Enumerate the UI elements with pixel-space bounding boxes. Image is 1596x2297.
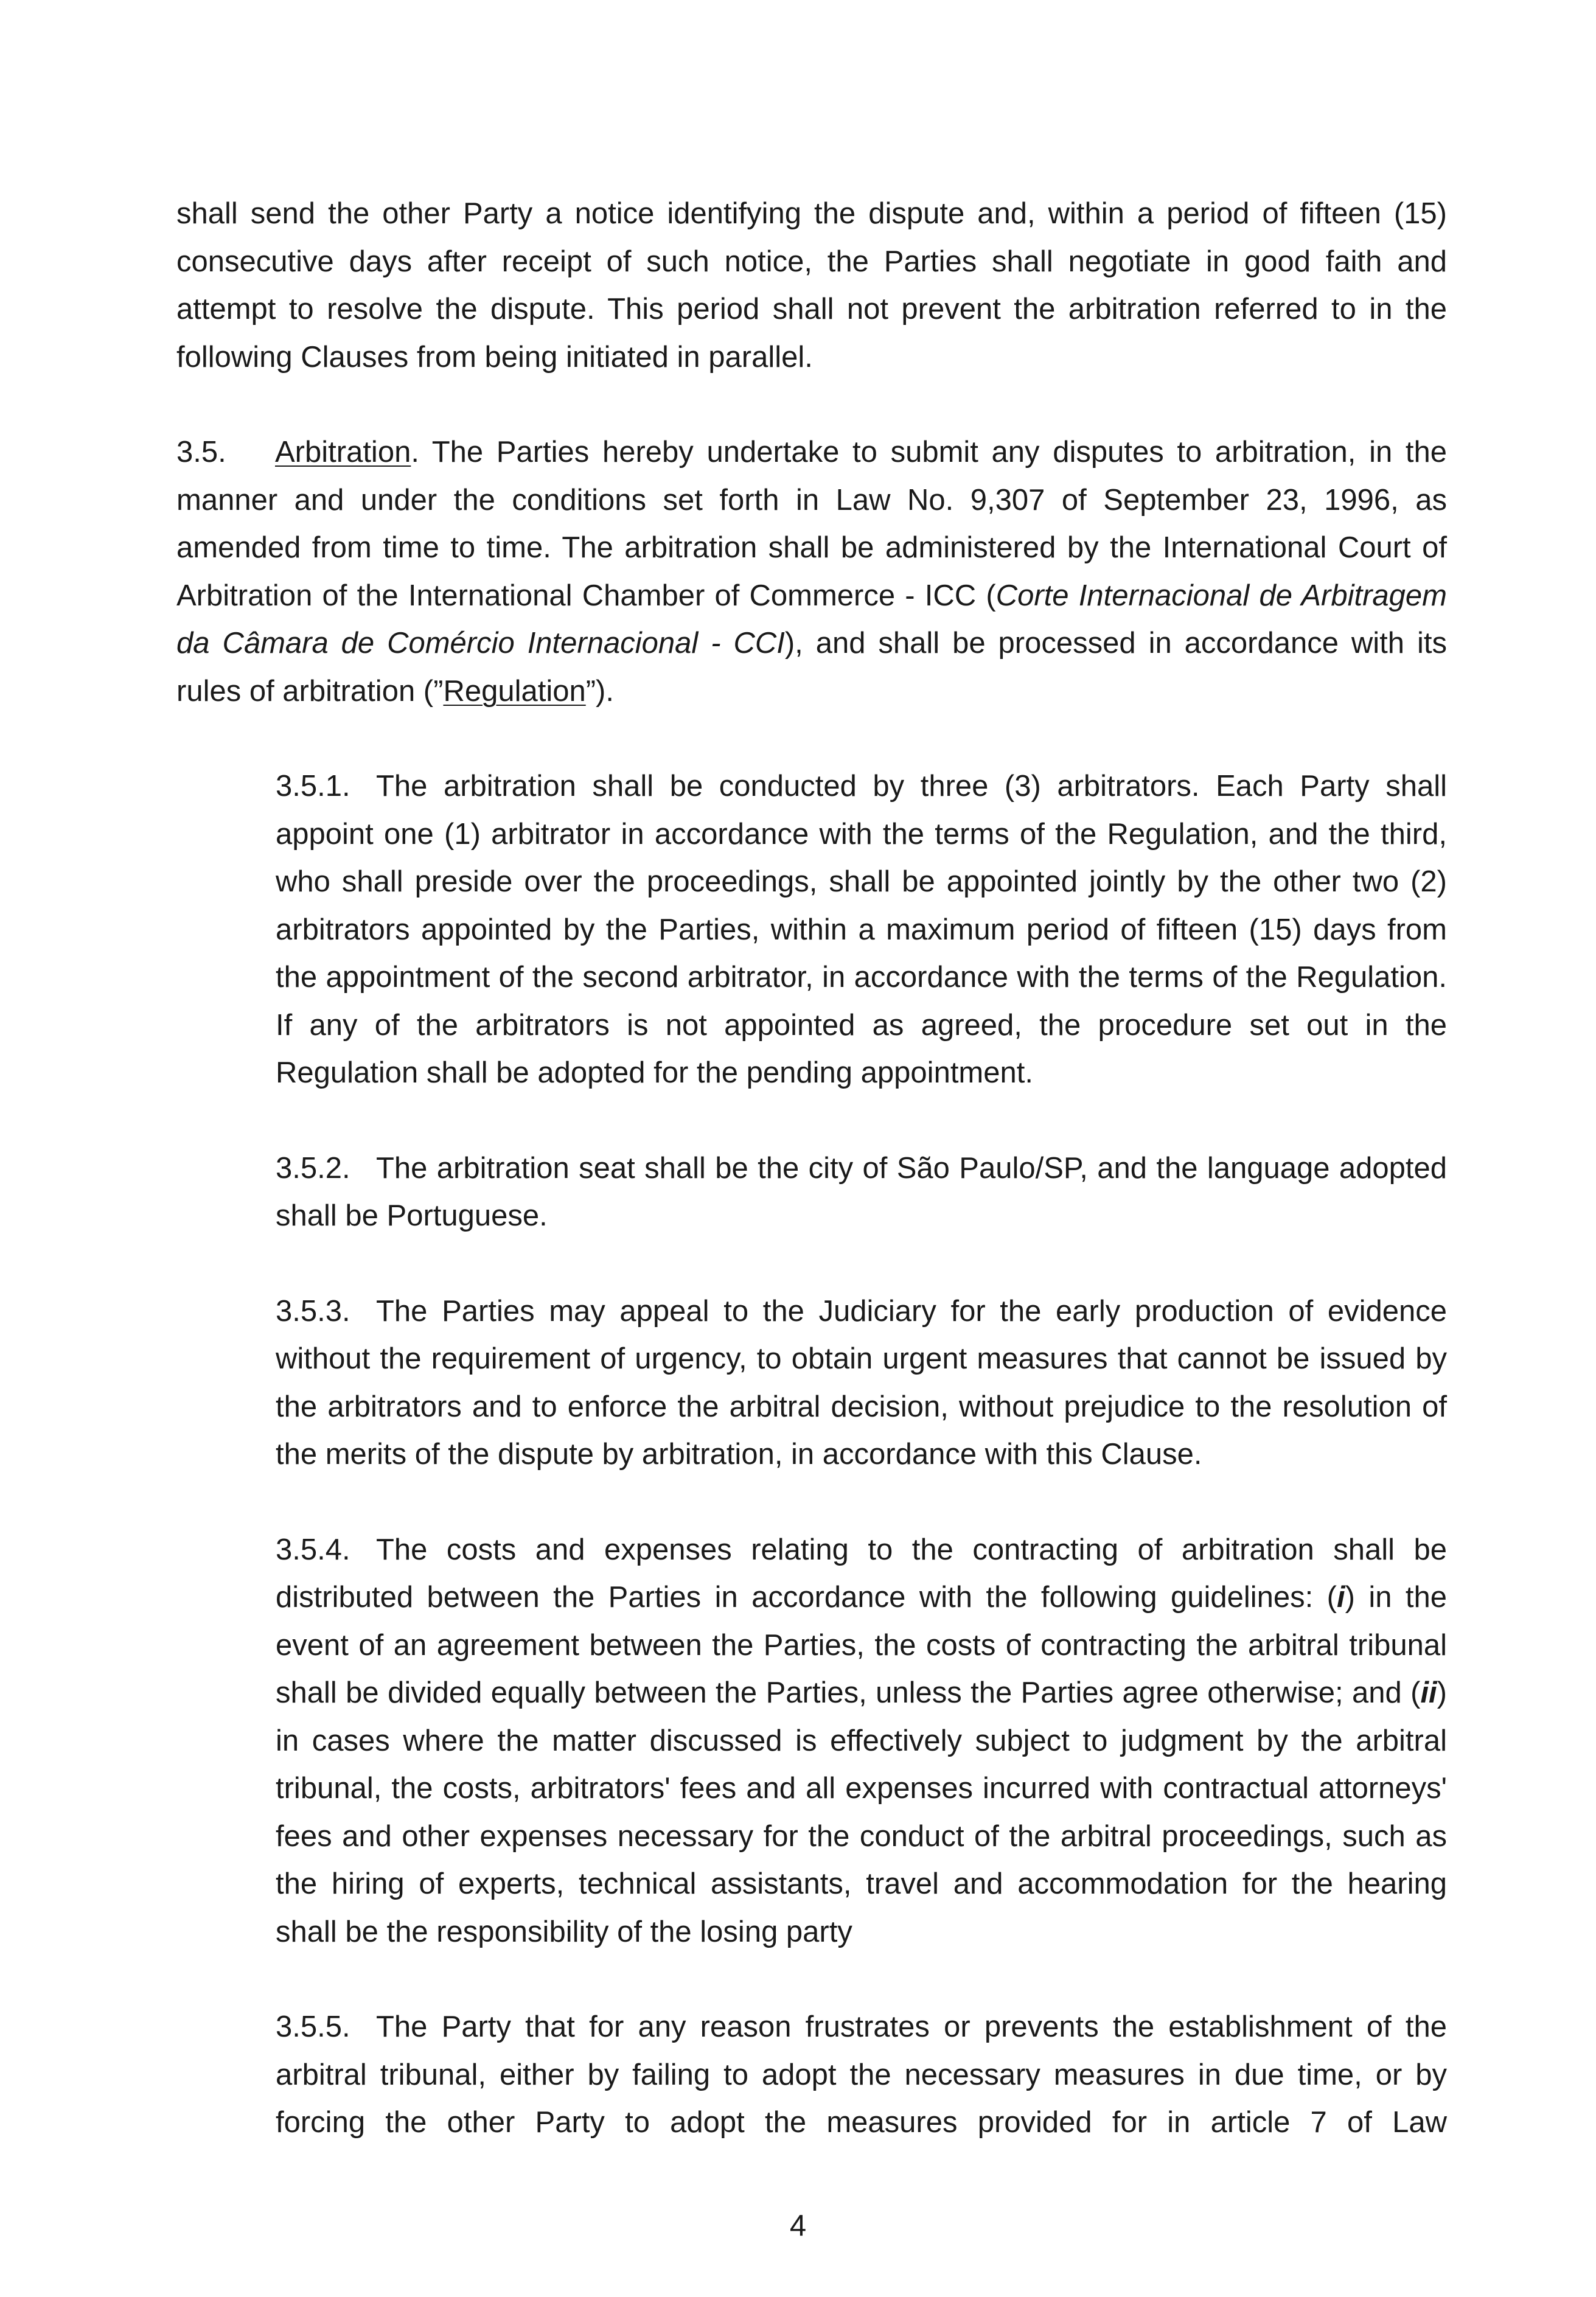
clause-3-5-4-text-2: ) in the event of an agreement between the Parties, the costs of contracting the arbitral tribunal shall be divided equally between the Parties, unless the Parties agree otherwise; and ( — [276, 1581, 1447, 1709]
intro-paragraph — [176, 190, 1447, 381]
clause-3-5-text-3: ”). — [585, 674, 614, 708]
clause-3-5-2 — [276, 1145, 1447, 1240]
clause-3-5-text-1: . The Parties hereby undertake to submit any disputes to arbitration, in the manner and under the conditions set forth in Law No. 9,307 of September 23, 1996, as amended from time to time. The arbitration shall be administered by the International Court of Arbitration of the International Chamber of Commerce - ICC ( — [176, 436, 1447, 612]
clause-3-5-3-text: The Parties may appeal to the Judiciary for the early production of evidence without the requirement of urgency, to obtain urgent measures that cannot be issued by the arbitrators and to enforce the arbitral decision, without prejudice to the resolution of the merits of the dispute by arbitration, in accordance with this Clause. — [276, 1294, 1447, 1471]
clause-3-5-2-number: 3.5.2. — [276, 1151, 350, 1185]
page-number: 4 — [789, 2209, 807, 2242]
clause-3-5-italic-name: Corte Internacional de Arbitragem da Câmara de Comércio Internacional - CCI — [176, 579, 1447, 660]
clause-3-5-3-number: 3.5.3. — [276, 1294, 350, 1328]
clause-3-5-defined-term: Regulation — [443, 674, 586, 708]
clause-3-5-5-number: 3.5.5. — [276, 2010, 350, 2043]
clause-3-5-4-text-1: The costs and expenses relating to the contracting of arbitration shall be distributed between the Parties in accordance with the following guidelines: ( — [276, 1533, 1447, 1614]
clause-3-5-4 — [276, 1526, 1447, 1956]
clause-3-5-5-text: The Party that for any reason frustrates or prevents the establishment of the arbitral tribunal, either by failing to adopt the necessary measures in due time, or by forcing the other Party to adopt the measures provided for in article 7 of Law — [276, 2010, 1447, 2139]
clause-3-5-1 — [276, 762, 1447, 1097]
clause-3-5-4-number: 3.5.4. — [276, 1533, 350, 1566]
clause-3-5-3 — [276, 1288, 1447, 1479]
clause-3-5-4-marker-1: i — [1336, 1581, 1345, 1614]
clause-3-5 — [176, 428, 1447, 715]
clause-3-5-4-text-3: ) in cases where the matter discussed is effectively subject to judgment by the arbitral tribunal, the costs, arbitrators' fees and all expenses incurred with contractual attorneys' fees and other expenses necessary for the conduct of the arbitral proceedings, such as the hiring of experts, technical assistants, travel and accommodation for the hearing shall be the responsibility of the losing party — [276, 1676, 1447, 1948]
clause-3-5-text-2: ), and shall be processed in accordance with its rules of arbitration (” — [176, 627, 1447, 708]
clause-3-5-5 — [276, 2003, 1447, 2147]
clause-3-5-1-number: 3.5.1. — [276, 770, 350, 803]
clause-3-5-number: 3.5. — [176, 436, 226, 469]
intro-paragraph-text: shall send the other Party a notice identifying the dispute and, within a period of fifteen (15) consecutive days after receipt of such notice, the Parties shall negotiate in good faith and attempt to resolve the dispute. This period shall not prevent the arbitration referred to in the following Clauses from being initiated in parallel. — [176, 197, 1447, 374]
page-content — [176, 190, 1447, 2194]
clause-3-5-4-marker-2: ii — [1420, 1676, 1437, 1709]
clause-3-5-heading: Arbitration — [275, 436, 411, 469]
clause-3-5-2-text: The arbitration seat shall be the city of São Paulo/SP, and the language adopted shall be Portuguese. — [276, 1151, 1447, 1232]
clause-3-5-1-text: The arbitration shall be conducted by three (3) arbitrators. Each Party shall appoint one (1) arbitrator in accordance with the terms of the Regulation, and the third, who shall preside over the proceedings, shall be appointed jointly by the other two (2) arbitrators appointed by the Parties, within a maximum period of fifteen (15) days from the appointment of the second arbitrator, in accordance with the terms of the Regulation. If any of the arbitrators is not appointed as agreed, the procedure set out in the Regulation shall be adopted for the pending appointment. — [276, 770, 1447, 1089]
